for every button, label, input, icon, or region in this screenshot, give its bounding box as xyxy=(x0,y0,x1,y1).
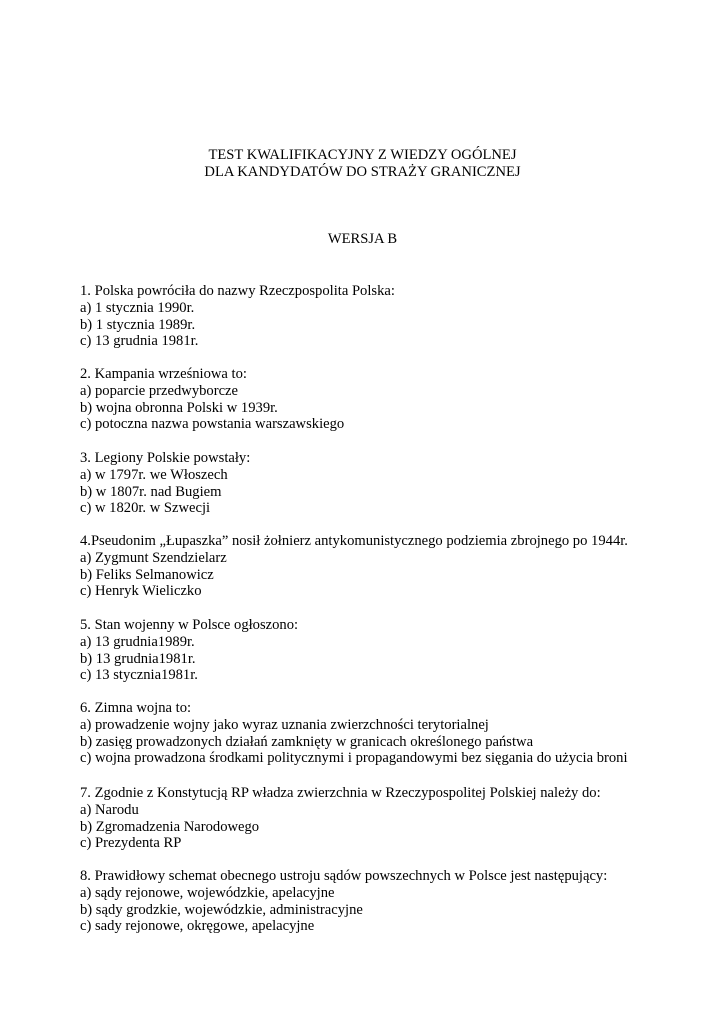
version-label: WERSJA B xyxy=(327,231,398,247)
answer-c: c) Henryk Wieliczko xyxy=(80,583,202,600)
answer-c: c) 13 stycznia1981r. xyxy=(80,667,198,684)
answer-b: b) sądy grodzkie, wojewódzkie, administracyjne xyxy=(80,901,363,918)
answer-c: c) wojna prowadzona środkami politycznymi i propagandowymi bez sięgania do użycia broni xyxy=(80,750,628,767)
answer-a: a) w 1797r. we Włoszech xyxy=(80,466,228,483)
answer-a: a) Zygmunt Szendzielarz xyxy=(80,549,227,566)
question-text: 8. Prawidłowy schemat obecnego ustroju sądów powszechnych w Polsce jest następujący: xyxy=(80,868,608,884)
answer-c: c) Prezydenta RP xyxy=(80,835,182,852)
answer-a: a) poparcie przedwyborcze xyxy=(80,382,239,399)
answer-b: b) zasięg prowadzonych działań zamknięty w granicach określonego państwa xyxy=(80,733,534,750)
document-title-line-1: TEST KWALIFIKACYJNY Z WIEDZY OGÓLNEJ xyxy=(208,147,517,163)
question-text: 4.Pseudonim „Łupaszka” nosił żołnierz antykomunistycznego podziemia zbrojnego po 1944r. xyxy=(80,533,628,549)
answer-a: a) 1 stycznia 1990r. xyxy=(80,299,195,316)
answer-b: b) wojna obronna Polski w 1939r. xyxy=(80,399,278,416)
question-3 xyxy=(80,450,710,517)
answer-c: c) sady rejonowe, okręgowe, apelacyjne xyxy=(80,918,315,935)
question-5 xyxy=(80,617,710,684)
answer-a: a) 13 grudnia1989r. xyxy=(80,633,195,650)
question-1 xyxy=(80,283,710,350)
answer-c: c) w 1820r. w Szwecji xyxy=(80,500,211,517)
question-4 xyxy=(80,533,710,600)
question-text: 2. Kampania wrześniowa to: xyxy=(80,366,247,382)
question-text: 1. Polska powróciła do nazwy Rzeczpospolita Polska: xyxy=(80,283,395,299)
answer-b: b) 13 grudnia1981r. xyxy=(80,650,196,667)
answer-b: b) 1 stycznia 1989r. xyxy=(80,316,196,333)
question-6 xyxy=(80,700,710,767)
answer-c: c) potoczna nazwa powstania warszawskiego xyxy=(80,416,345,433)
question-text: 7. Zgodnie z Konstytucją RP władza zwierzchnia w Rzeczypospolitej Polskiej należy do: xyxy=(80,785,601,801)
question-7 xyxy=(80,785,710,852)
document-title-line-2: DLA KANDYDATÓW DO STRAŻY GRANICZNEJ xyxy=(204,164,521,180)
answer-a: a) prowadzenie wojny jako wyraz uznania zwierzchności terytorialnej xyxy=(80,716,489,733)
answer-b: b) w 1807r. nad Bugiem xyxy=(80,483,222,500)
question-text: 3. Legiony Polskie powstały: xyxy=(80,450,251,466)
question-2 xyxy=(80,366,710,433)
answer-a: a) sądy rejonowe, wojewódzkie, apelacyjne xyxy=(80,884,335,901)
question-text: 6. Zimna wojna to: xyxy=(80,700,192,716)
answer-c: c) 13 grudnia 1981r. xyxy=(80,333,199,350)
question-text: 5. Stan wojenny w Polsce ogłoszono: xyxy=(80,617,299,633)
answer-a: a) Narodu xyxy=(80,801,139,818)
question-8 xyxy=(80,868,710,935)
answer-b: b) Feliks Selmanowicz xyxy=(80,566,214,583)
answer-b: b) Zgromadzenia Narodowego xyxy=(80,818,260,835)
